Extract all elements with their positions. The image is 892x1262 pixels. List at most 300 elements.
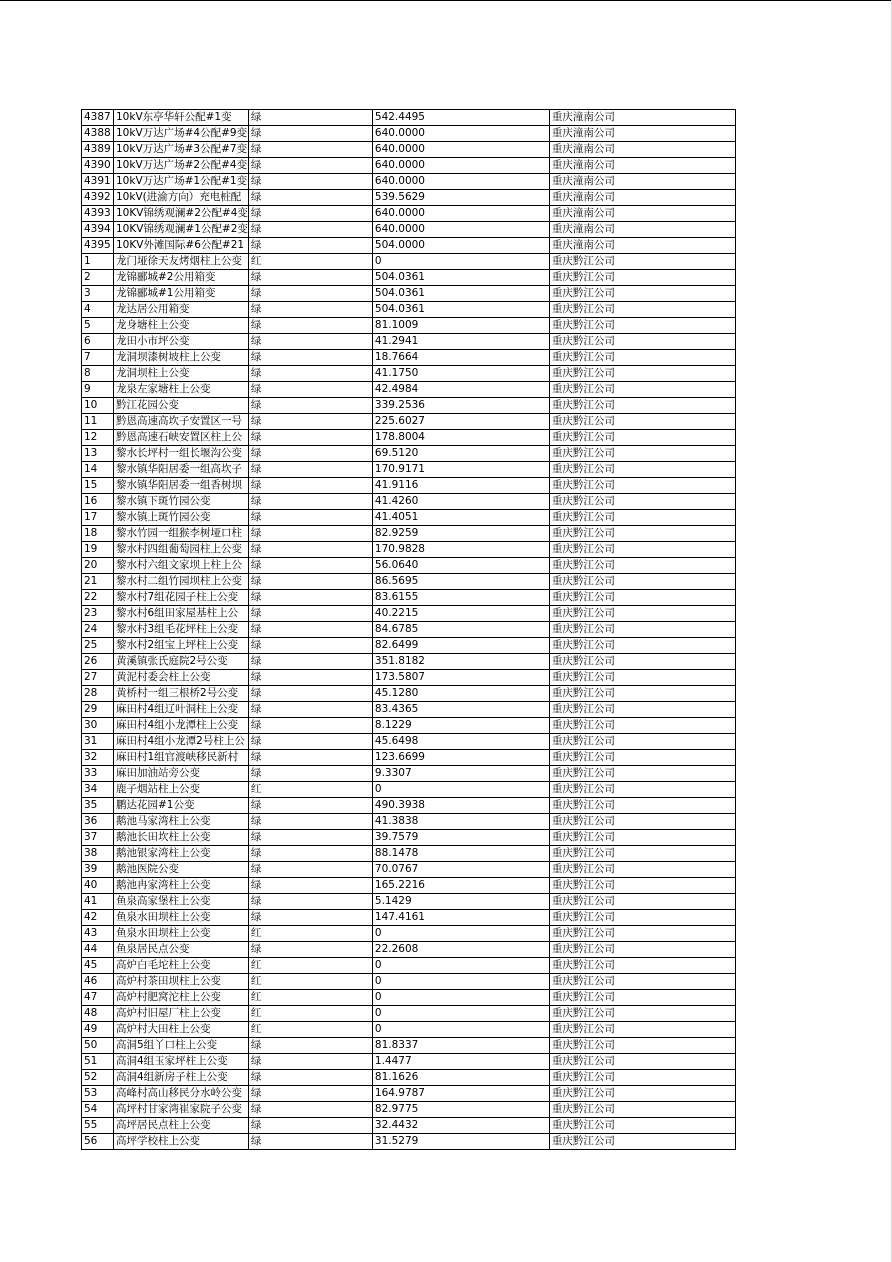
row-id-cell: 48 <box>82 1006 114 1022</box>
transformer-name-cell: 高洞4组新房子柱上公变 <box>114 1070 249 1086</box>
company-cell: 重庆黔江公司 <box>549 638 735 654</box>
status-cell: 绿 <box>248 206 372 222</box>
company-cell: 重庆黔江公司 <box>549 782 735 798</box>
status-cell: 绿 <box>248 286 372 302</box>
company-cell: 重庆黔江公司 <box>549 1038 735 1054</box>
transformer-name-cell: 高坪村甘家湾崔家院子公变 <box>114 1102 249 1118</box>
company-cell: 重庆黔江公司 <box>549 446 735 462</box>
company-cell: 重庆黔江公司 <box>549 414 735 430</box>
load-value-cell: 70.0767 <box>372 862 549 878</box>
load-value-cell: 82.6499 <box>372 638 549 654</box>
status-cell: 绿 <box>248 1038 372 1054</box>
load-value-cell: 0 <box>372 958 549 974</box>
table-row <box>82 1134 736 1150</box>
row-id-cell: 4389 <box>82 142 114 158</box>
load-value-cell: 56.0640 <box>372 558 549 574</box>
company-cell: 重庆潼南公司 <box>549 110 735 126</box>
load-value-cell: 351.8182 <box>372 654 549 670</box>
transformer-name-cell: 鱼泉高家堡柱上公变 <box>114 894 249 910</box>
row-id-cell: 49 <box>82 1022 114 1038</box>
table-row <box>82 462 736 478</box>
transformer-name-cell: 黎水镇华阳居委一组香树坝 <box>114 478 249 494</box>
company-cell: 重庆潼南公司 <box>549 222 735 238</box>
company-cell: 重庆黔江公司 <box>549 734 735 750</box>
transformer-name-cell: 龙洞坝漆树坡柱上公变 <box>114 350 249 366</box>
load-value-cell: 339.2536 <box>372 398 549 414</box>
load-value-cell: 178.8004 <box>372 430 549 446</box>
company-cell: 重庆黔江公司 <box>549 382 735 398</box>
table-row <box>82 414 736 430</box>
status-cell: 绿 <box>248 158 372 174</box>
table-row <box>82 1006 736 1022</box>
table-row <box>82 718 736 734</box>
transformer-name-cell: 10KV外滩国际#6公配#21 <box>114 238 249 254</box>
transformer-name-cell: 高坪学校柱上公变 <box>114 1134 249 1150</box>
transformer-name-cell: 黎水村6组田家屋基柱上公 <box>114 606 249 622</box>
load-value-cell: 82.9259 <box>372 526 549 542</box>
company-cell: 重庆黔江公司 <box>549 750 735 766</box>
transformer-name-cell: 龙田小市坪公变 <box>114 334 249 350</box>
transformer-name-cell: 高炉村茶田坝柱上公变 <box>114 974 249 990</box>
transformer-name-cell: 黄泥村委会柱上公变 <box>114 670 249 686</box>
load-value-cell: 640.0000 <box>372 158 549 174</box>
status-cell: 红 <box>248 254 372 270</box>
table-row <box>82 350 736 366</box>
company-cell: 重庆黔江公司 <box>549 910 735 926</box>
table-row <box>82 926 736 942</box>
transformer-name-cell: 龙门垭徐天友烤烟柱上公变 <box>114 254 249 270</box>
row-id-cell: 18 <box>82 526 114 542</box>
company-cell: 重庆黔江公司 <box>549 1054 735 1070</box>
load-value-cell: 170.9171 <box>372 462 549 478</box>
status-cell: 绿 <box>248 542 372 558</box>
table-row <box>82 190 736 206</box>
status-cell: 红 <box>248 990 372 1006</box>
load-value-cell: 504.0361 <box>372 270 549 286</box>
company-cell: 重庆潼南公司 <box>549 142 735 158</box>
transformer-name-cell: 麻田村4组小龙潭2号柱上公 <box>114 734 249 750</box>
company-cell: 重庆黔江公司 <box>549 254 735 270</box>
status-cell: 绿 <box>248 526 372 542</box>
transformer-name-cell: 高峰村高山移民分水岭公变 <box>114 1086 249 1102</box>
table-row <box>82 798 736 814</box>
status-cell: 绿 <box>248 126 372 142</box>
transformer-name-cell: 龙身塘柱上公变 <box>114 318 249 334</box>
status-cell: 绿 <box>248 174 372 190</box>
load-value-cell: 504.0361 <box>372 302 549 318</box>
table-row <box>82 174 736 190</box>
company-cell: 重庆黔江公司 <box>549 302 735 318</box>
status-cell: 绿 <box>248 238 372 254</box>
status-cell: 绿 <box>248 766 372 782</box>
transformer-name-cell: 黎水镇下斑竹园公变 <box>114 494 249 510</box>
table-row <box>82 398 736 414</box>
load-value-cell: 640.0000 <box>372 174 549 190</box>
row-id-cell: 4391 <box>82 174 114 190</box>
load-value-cell: 123.6699 <box>372 750 549 766</box>
company-cell: 重庆黔江公司 <box>549 926 735 942</box>
transformer-name-cell: 10KV锦绣观澜#2公配#4变 <box>114 206 249 222</box>
company-cell: 重庆黔江公司 <box>549 622 735 638</box>
row-id-cell: 46 <box>82 974 114 990</box>
table-row <box>82 670 736 686</box>
status-cell: 绿 <box>248 430 372 446</box>
company-cell: 重庆黔江公司 <box>549 766 735 782</box>
row-id-cell: 7 <box>82 350 114 366</box>
row-id-cell: 55 <box>82 1118 114 1134</box>
load-value-cell: 41.2941 <box>372 334 549 350</box>
row-id-cell: 51 <box>82 1054 114 1070</box>
row-id-cell: 35 <box>82 798 114 814</box>
company-cell: 重庆黔江公司 <box>549 334 735 350</box>
transformer-name-cell: 黎水村7组花园子柱上公变 <box>114 590 249 606</box>
transformer-name-cell: 10kV万达广场#3公配#7变 <box>114 142 249 158</box>
transformer-name-cell: 高坪居民点柱上公变 <box>114 1118 249 1134</box>
table-body <box>82 110 736 1150</box>
company-cell: 重庆黔江公司 <box>549 846 735 862</box>
status-cell: 绿 <box>248 910 372 926</box>
status-cell: 绿 <box>248 750 372 766</box>
transformer-name-cell: 鹅池医院公变 <box>114 862 249 878</box>
company-cell: 重庆黔江公司 <box>549 430 735 446</box>
status-cell: 绿 <box>248 270 372 286</box>
load-value-cell: 82.9775 <box>372 1102 549 1118</box>
row-id-cell: 27 <box>82 670 114 686</box>
transformer-name-cell: 黎水村四组葡萄园柱上公变 <box>114 542 249 558</box>
table-row <box>82 1070 736 1086</box>
table-row <box>82 942 736 958</box>
transformer-name-cell: 龙洞坝柱上公变 <box>114 366 249 382</box>
transformer-name-cell: 龙泉左家塘柱上公变 <box>114 382 249 398</box>
transformer-name-cell: 黎水长坪村一组长堰沟公变 <box>114 446 249 462</box>
company-cell: 重庆潼南公司 <box>549 190 735 206</box>
transformer-name-cell: 麻田村1组官渡峡移民新村 <box>114 750 249 766</box>
company-cell: 重庆黔江公司 <box>549 894 735 910</box>
row-id-cell: 40 <box>82 878 114 894</box>
load-value-cell: 640.0000 <box>372 126 549 142</box>
table-row <box>82 814 736 830</box>
table-row <box>82 542 736 558</box>
row-id-cell: 4387 <box>82 110 114 126</box>
status-cell: 绿 <box>248 622 372 638</box>
company-cell: 重庆黔江公司 <box>549 526 735 542</box>
row-id-cell: 4390 <box>82 158 114 174</box>
load-value-cell: 640.0000 <box>372 206 549 222</box>
company-cell: 重庆黔江公司 <box>549 830 735 846</box>
load-value-cell: 39.7579 <box>372 830 549 846</box>
status-cell: 绿 <box>248 894 372 910</box>
company-cell: 重庆黔江公司 <box>549 478 735 494</box>
table-row <box>82 750 736 766</box>
company-cell: 重庆黔江公司 <box>549 510 735 526</box>
row-id-cell: 5 <box>82 318 114 334</box>
transformer-name-cell: 10kV东亭华轩公配#1变 <box>114 110 249 126</box>
row-id-cell: 33 <box>82 766 114 782</box>
row-id-cell: 17 <box>82 510 114 526</box>
table-row <box>82 254 736 270</box>
company-cell: 重庆黔江公司 <box>549 814 735 830</box>
company-cell: 重庆黔江公司 <box>549 862 735 878</box>
table-row <box>82 222 736 238</box>
row-id-cell: 19 <box>82 542 114 558</box>
transformer-name-cell: 龙锦郦城#1公用箱变 <box>114 286 249 302</box>
status-cell: 绿 <box>248 1070 372 1086</box>
table-row <box>82 766 736 782</box>
table-row <box>82 238 736 254</box>
company-cell: 重庆潼南公司 <box>549 238 735 254</box>
row-id-cell: 32 <box>82 750 114 766</box>
transformer-name-cell: 麻田加油站旁公变 <box>114 766 249 782</box>
table-row <box>82 734 736 750</box>
status-cell: 绿 <box>248 414 372 430</box>
status-cell: 绿 <box>248 606 372 622</box>
table-row <box>82 782 736 798</box>
status-cell: 绿 <box>248 398 372 414</box>
company-cell: 重庆黔江公司 <box>549 462 735 478</box>
row-id-cell: 4388 <box>82 126 114 142</box>
status-cell: 绿 <box>248 334 372 350</box>
transformer-name-cell: 10kV万达广场#2公配#4变 <box>114 158 249 174</box>
row-id-cell: 25 <box>82 638 114 654</box>
row-id-cell: 34 <box>82 782 114 798</box>
row-id-cell: 12 <box>82 430 114 446</box>
status-cell: 绿 <box>248 846 372 862</box>
status-cell: 绿 <box>248 814 372 830</box>
row-id-cell: 42 <box>82 910 114 926</box>
transformer-name-cell: 鱼泉居民点公变 <box>114 942 249 958</box>
table-row <box>82 638 736 654</box>
status-cell: 绿 <box>248 1134 372 1150</box>
status-cell: 绿 <box>248 190 372 206</box>
load-value-cell: 8.1229 <box>372 718 549 734</box>
company-cell: 重庆黔江公司 <box>549 574 735 590</box>
status-cell: 绿 <box>248 654 372 670</box>
load-value-cell: 490.3938 <box>372 798 549 814</box>
table-row <box>82 862 736 878</box>
row-id-cell: 20 <box>82 558 114 574</box>
row-id-cell: 6 <box>82 334 114 350</box>
company-cell: 重庆黔江公司 <box>549 1118 735 1134</box>
table-row <box>82 590 736 606</box>
status-cell: 红 <box>248 782 372 798</box>
status-cell: 绿 <box>248 638 372 654</box>
table-row <box>82 1022 736 1038</box>
status-cell: 绿 <box>248 142 372 158</box>
transformer-name-cell: 麻田村4组小龙潭柱上公变 <box>114 718 249 734</box>
status-cell: 绿 <box>248 494 372 510</box>
status-cell: 绿 <box>248 574 372 590</box>
load-value-cell: 42.4984 <box>372 382 549 398</box>
load-value-cell: 147.4161 <box>372 910 549 926</box>
row-id-cell: 22 <box>82 590 114 606</box>
status-cell: 绿 <box>248 734 372 750</box>
company-cell: 重庆黔江公司 <box>549 702 735 718</box>
company-cell: 重庆黔江公司 <box>549 494 735 510</box>
table-row <box>82 846 736 862</box>
load-value-cell: 164.9787 <box>372 1086 549 1102</box>
transformer-name-cell: 鹅池马家湾柱上公变 <box>114 814 249 830</box>
transformer-name-cell: 鱼泉水田坝柱上公变 <box>114 910 249 926</box>
status-cell: 绿 <box>248 1054 372 1070</box>
table-row <box>82 1054 736 1070</box>
company-cell: 重庆黔江公司 <box>549 542 735 558</box>
company-cell: 重庆黔江公司 <box>549 990 735 1006</box>
transformer-name-cell: 鱼泉水田坝柱上公变 <box>114 926 249 942</box>
row-id-cell: 39 <box>82 862 114 878</box>
row-id-cell: 4392 <box>82 190 114 206</box>
load-value-cell: 69.5120 <box>372 446 549 462</box>
table-row <box>82 702 736 718</box>
load-value-cell: 32.4432 <box>372 1118 549 1134</box>
load-value-cell: 225.6027 <box>372 414 549 430</box>
row-id-cell: 54 <box>82 1102 114 1118</box>
load-value-cell: 539.5629 <box>372 190 549 206</box>
transformer-name-cell: 黎水竹园一组猴李树垭口柱 <box>114 526 249 542</box>
table-row <box>82 142 736 158</box>
table-row <box>82 494 736 510</box>
row-id-cell: 29 <box>82 702 114 718</box>
load-value-cell: 41.9116 <box>372 478 549 494</box>
table-row <box>82 302 736 318</box>
row-id-cell: 23 <box>82 606 114 622</box>
table-row <box>82 958 736 974</box>
company-cell: 重庆黔江公司 <box>549 318 735 334</box>
transformer-name-cell: 龙达居公用箱变 <box>114 302 249 318</box>
row-id-cell: 36 <box>82 814 114 830</box>
load-value-cell: 640.0000 <box>372 222 549 238</box>
row-id-cell: 8 <box>82 366 114 382</box>
load-value-cell: 22.2608 <box>372 942 549 958</box>
transformer-name-cell: 鹏达花园#1公变 <box>114 798 249 814</box>
transformer-table <box>81 109 736 1150</box>
row-id-cell: 45 <box>82 958 114 974</box>
company-cell: 重庆黔江公司 <box>549 1070 735 1086</box>
table-row <box>82 654 736 670</box>
load-value-cell: 0 <box>372 254 549 270</box>
status-cell: 绿 <box>248 830 372 846</box>
status-cell: 绿 <box>248 302 372 318</box>
status-cell: 绿 <box>248 446 372 462</box>
company-cell: 重庆黔江公司 <box>549 606 735 622</box>
company-cell: 重庆黔江公司 <box>549 1134 735 1150</box>
row-id-cell: 37 <box>82 830 114 846</box>
row-id-cell: 3 <box>82 286 114 302</box>
transformer-name-cell: 黄溪镇张氏庭院2号公变 <box>114 654 249 670</box>
table-row <box>82 990 736 1006</box>
table-row <box>82 446 736 462</box>
transformer-name-cell: 黔恩高速高坎子安置区一号 <box>114 414 249 430</box>
load-value-cell: 41.3838 <box>372 814 549 830</box>
load-value-cell: 45.6498 <box>372 734 549 750</box>
status-cell: 绿 <box>248 718 372 734</box>
row-id-cell: 41 <box>82 894 114 910</box>
transformer-name-cell: 黎水村3组毛花坪柱上公变 <box>114 622 249 638</box>
load-value-cell: 81.1626 <box>372 1070 549 1086</box>
table-row <box>82 910 736 926</box>
load-value-cell: 0 <box>372 782 549 798</box>
company-cell: 重庆黔江公司 <box>549 974 735 990</box>
status-cell: 绿 <box>248 222 372 238</box>
row-id-cell: 26 <box>82 654 114 670</box>
status-cell: 绿 <box>248 318 372 334</box>
status-cell: 绿 <box>248 686 372 702</box>
status-cell: 绿 <box>248 350 372 366</box>
company-cell: 重庆黔江公司 <box>549 654 735 670</box>
status-cell: 红 <box>248 1006 372 1022</box>
transformer-name-cell: 黎水村六组文家坝上柱上公 <box>114 558 249 574</box>
transformer-name-cell: 黎水镇上斑竹园公变 <box>114 510 249 526</box>
company-cell: 重庆黔江公司 <box>549 366 735 382</box>
load-value-cell: 1.4477 <box>372 1054 549 1070</box>
transformer-name-cell: 高洞5组丫口柱上公变 <box>114 1038 249 1054</box>
company-cell: 重庆黔江公司 <box>549 558 735 574</box>
company-cell: 重庆黔江公司 <box>549 878 735 894</box>
load-value-cell: 0 <box>372 1022 549 1038</box>
transformer-name-cell: 10KV锦绣观澜#1公配#2变 <box>114 222 249 238</box>
load-value-cell: 41.4051 <box>372 510 549 526</box>
transformer-name-cell: 麻田村4组辽叶洞柱上公变 <box>114 702 249 718</box>
transformer-name-cell: 黄桥村一组三根桥2号公变 <box>114 686 249 702</box>
row-id-cell: 15 <box>82 478 114 494</box>
status-cell: 绿 <box>248 702 372 718</box>
transformer-name-cell: 黔恩高速石峡安置区柱上公 <box>114 430 249 446</box>
load-value-cell: 640.0000 <box>372 142 549 158</box>
status-cell: 绿 <box>248 510 372 526</box>
table-row <box>82 686 736 702</box>
row-id-cell: 14 <box>82 462 114 478</box>
row-id-cell: 4 <box>82 302 114 318</box>
company-cell: 重庆潼南公司 <box>549 158 735 174</box>
transformer-name-cell: 鹿子烟站柱上公变 <box>114 782 249 798</box>
load-value-cell: 86.5695 <box>372 574 549 590</box>
status-cell: 绿 <box>248 366 372 382</box>
row-id-cell: 21 <box>82 574 114 590</box>
row-id-cell: 9 <box>82 382 114 398</box>
load-value-cell: 83.4365 <box>372 702 549 718</box>
transformer-name-cell: 10kV(进渝方向）充电桩配 <box>114 190 249 206</box>
company-cell: 重庆潼南公司 <box>549 206 735 222</box>
transformer-name-cell: 10kV万达广场#1公配#1变 <box>114 174 249 190</box>
row-id-cell: 28 <box>82 686 114 702</box>
table-row <box>82 126 736 142</box>
top-border-line <box>0 0 892 1</box>
load-value-cell: 0 <box>372 926 549 942</box>
status-cell: 绿 <box>248 462 372 478</box>
status-cell: 红 <box>248 958 372 974</box>
table-row <box>82 366 736 382</box>
table-row <box>82 830 736 846</box>
table-row <box>82 270 736 286</box>
table-row <box>82 878 736 894</box>
load-value-cell: 170.9828 <box>372 542 549 558</box>
row-id-cell: 44 <box>82 942 114 958</box>
load-value-cell: 0 <box>372 974 549 990</box>
row-id-cell: 1 <box>82 254 114 270</box>
status-cell: 绿 <box>248 382 372 398</box>
load-value-cell: 542.4495 <box>372 110 549 126</box>
table-row <box>82 158 736 174</box>
company-cell: 重庆黔江公司 <box>549 718 735 734</box>
status-cell: 红 <box>248 926 372 942</box>
status-cell: 绿 <box>248 1118 372 1134</box>
load-value-cell: 0 <box>372 990 549 1006</box>
transformer-name-cell: 10kV万达广场#4公配#9变 <box>114 126 249 142</box>
company-cell: 重庆黔江公司 <box>549 590 735 606</box>
load-value-cell: 504.0361 <box>372 286 549 302</box>
row-id-cell: 50 <box>82 1038 114 1054</box>
table-row <box>82 894 736 910</box>
transformer-name-cell: 黎水镇华阳居委一组高坎子 <box>114 462 249 478</box>
